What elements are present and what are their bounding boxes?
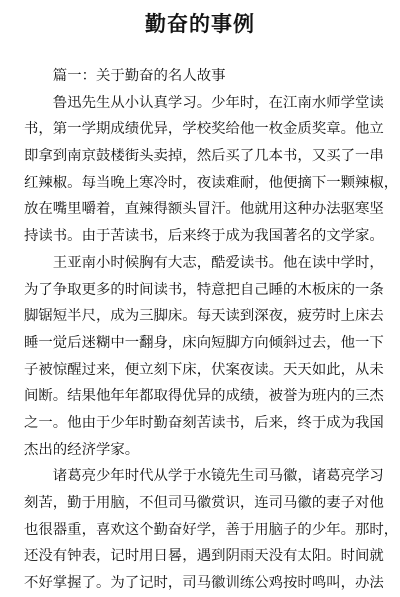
section-heading: 篇一：关于勤奋的名人故事 xyxy=(52,68,226,84)
paragraph-line: 王亚南小时候胸有大志，酷爱读书。他在读中学时， xyxy=(52,254,384,271)
document-body xyxy=(24,63,399,597)
paragraph-line: 不好掌握了。为了记时，司马徽训练公鸡按时鸣叫，办法 xyxy=(24,575,384,592)
paragraph-line: 放在嘴里嚼着，直辣得额头冒汗。他就用这种办法驱寒坚 xyxy=(24,201,384,218)
paragraph-line: 为了争取更多的时间读书，特意把自己睡的木板床的一条 xyxy=(24,281,384,298)
document-title: 勤奋的事例 xyxy=(145,12,255,36)
paragraph-line: 睡一觉后迷糊中一翻身，床向短脚方向倾斜过去，他一下 xyxy=(24,334,384,351)
paragraph-line: 诸葛亮少年时代从学于水镜先生司马徽，诸葛亮学习 xyxy=(52,468,384,485)
paragraph-wang-yanan xyxy=(24,250,384,464)
paragraph-lu-xun xyxy=(24,90,399,250)
paragraph-line: 脚锯短半尺，成为三脚床。每天读到深夜，疲劳时上床去 xyxy=(24,308,384,325)
paragraph-line: 之一。他由于少年时勤奋刻苦读书，后来，终于成为我国 xyxy=(24,414,384,431)
paragraph-line: 子被惊醒过来，便立刻下床，伏案夜读。天天如此，从未 xyxy=(24,361,384,378)
paragraph-line: 书，第一学期成绩优异，学校奖给他一枚金质奖章。他立 xyxy=(24,121,384,138)
paragraph-line: 持读书。由于苦读书，后来终于成为我国著名的文学家。 xyxy=(24,228,384,245)
paragraph-line: 红辣椒。每当晚上寒冷时，夜读难耐，他便摘下一颗辣椒， xyxy=(24,174,399,191)
paragraph-line: 刻苦，勤于用脑，不但司马徽赏识，连司马徽的妻子对他 xyxy=(24,495,384,511)
paragraph-line: 还没有钟表，记时用日晷，遇到阴雨天没有太阳。时间就 xyxy=(24,548,384,565)
paragraph-line: 也很器重，喜欢这个勤奋好学，善于用脑子的少年。那时， xyxy=(24,521,399,538)
paragraph-line: 即拿到南京鼓楼街头卖掉，然后买了几本书，又买了一串 xyxy=(24,148,384,165)
paragraph-zhuge-liang xyxy=(24,463,399,596)
paragraph-line: 间断。结果他年年都取得优异的成绩，被誉为班内的三杰 xyxy=(24,388,384,405)
paragraph-line: 鲁迅先生从小认真学习。少年时，在江南水师学堂读 xyxy=(52,94,384,111)
paragraph-line: 杰出的经济学家。 xyxy=(24,441,140,458)
